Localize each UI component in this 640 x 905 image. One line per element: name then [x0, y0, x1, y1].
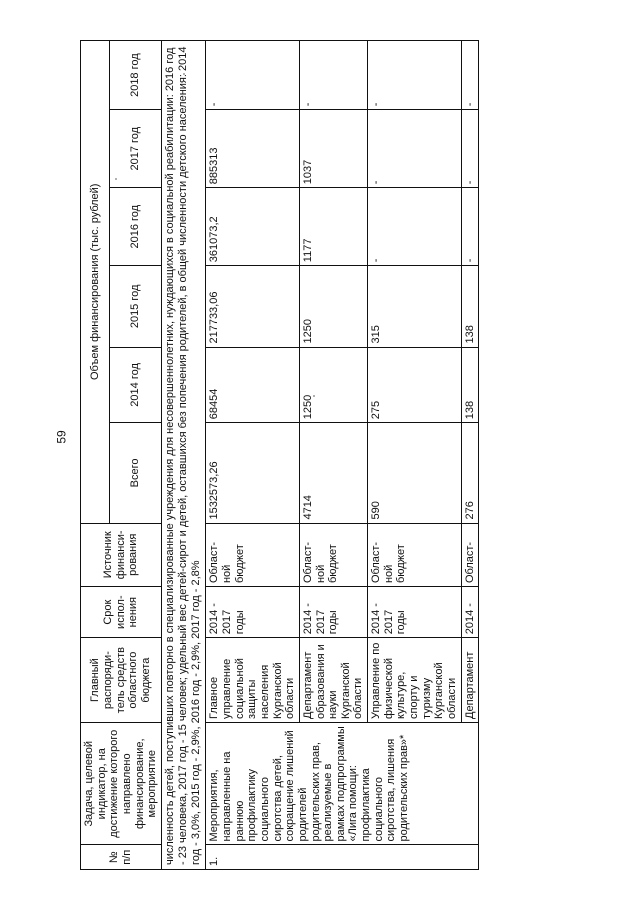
header-task: Задача, целевой индикатор, на достижение которого направлено финансирование, мероприятие: [81, 722, 162, 845]
row-2017: 1037: [299, 110, 367, 188]
header-2017: 2017 год: [109, 110, 161, 188]
row-2014: 275: [368, 347, 461, 423]
row-total: 1532573,26: [206, 423, 299, 523]
rotated-page: [80, 40, 640, 870]
row-term: 2014 -: [461, 587, 479, 638]
row-2016: -: [461, 188, 479, 266]
header-manager: Главный распоряди-тель средств областного бюджета: [81, 638, 162, 723]
row-2015: 315: [368, 266, 461, 347]
row-source: Област-ной бюджет: [368, 523, 461, 587]
header-2015: 2015 год: [109, 266, 161, 347]
row-task: Мероприятия, направленные на раннюю профилактику социального сиротства детей, сокращение лишений родителей родительских прав, реализуемые в рамках подпрограммы «Лига помощи: профилактика социального сиротства, лишения родительских прав»*: [206, 722, 479, 845]
row-2014: 68454: [206, 347, 299, 423]
row-2017: 885313: [206, 110, 299, 188]
row-num: 1.: [206, 845, 479, 870]
funding-table: [80, 40, 479, 870]
table-row: [206, 41, 299, 870]
header-2016: 2016 год: [109, 188, 161, 266]
row-2018: -: [206, 41, 299, 110]
row-2017: -: [368, 110, 461, 188]
header-total: Всего: [109, 423, 161, 523]
row-2016: 361073,2: [206, 188, 299, 266]
row-source: Област-: [461, 523, 479, 587]
row-2015: 217733,06: [206, 266, 299, 347]
row-2018: -: [461, 41, 479, 110]
row-2018: -: [299, 41, 367, 110]
row-source: Област-ной бюджет: [206, 523, 299, 587]
row-manager: Департамент: [461, 638, 479, 723]
row-2015: 138: [461, 266, 479, 347]
header-row: [81, 41, 110, 870]
row-2015: 1250: [299, 266, 367, 347]
row-source: Област-ной бюджет: [299, 523, 367, 587]
row-2014: 1250: [299, 347, 367, 423]
row-manager: Главное управление социальной защиты населения Курганской области: [206, 638, 299, 723]
row-term: 2014 - 2017 годы: [206, 587, 299, 638]
row-2016: -: [368, 188, 461, 266]
row-total: 590: [368, 423, 461, 523]
header-source: Источник финанси-рования: [81, 523, 162, 587]
row-2016: 1177: [299, 188, 367, 266]
row-term: 2014 - 2017 годы: [299, 587, 367, 638]
header-num: № п/п: [81, 845, 162, 870]
row-term: 2014 - 2017 годы: [368, 587, 461, 638]
header-2018: 2018 год: [109, 41, 161, 110]
row-manager: Управление по физической культуре, спорту и туризму Курганской области: [368, 638, 461, 723]
header-2014: 2014 год: [109, 347, 161, 423]
header-term: Срок испол-нения: [81, 587, 162, 638]
indicator-text: численность детей, поступивших повторно в специализированные учреждения для несовершеннолетних, нуждающихся в социальной реабилитации: 2016 год - 23 человека, 2017 год - 15 человек; удельный вес детей-сирот и детей, оставшихся без попечения родителей, в общей численности детского населения: 2014 год - 3,0%, 2015 год - 2,9%, 2016 год - 2,9%, 2017 год - 2,8%: [161, 41, 206, 870]
row-total: 276: [461, 423, 479, 523]
page-number: 59: [54, 430, 69, 444]
row-2017: -: [461, 110, 479, 188]
row-total: 4714: [299, 423, 367, 523]
indicator-row: [161, 41, 206, 870]
row-manager: Департамент образования и науки Курганской области: [299, 638, 367, 723]
header-funding-group: Объем финансирования (тыс. рублей): [81, 41, 110, 524]
row-2014: 138: [461, 347, 479, 423]
row-2018: -: [368, 41, 461, 110]
